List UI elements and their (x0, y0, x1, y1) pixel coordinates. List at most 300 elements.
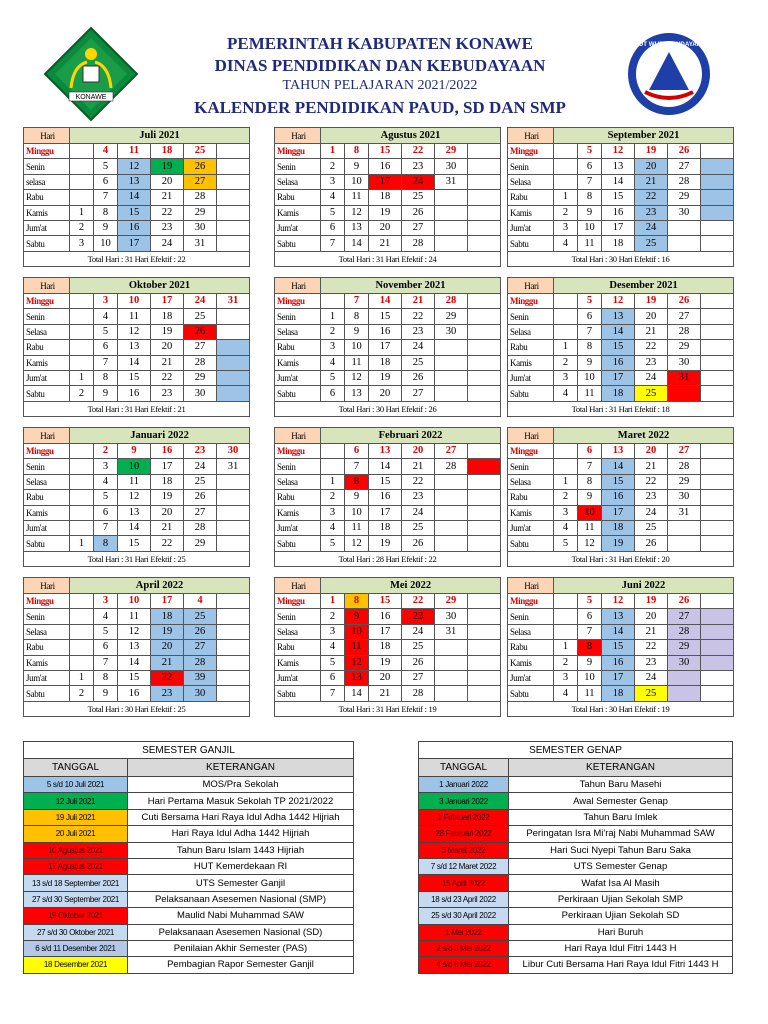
day-label: Jum'at (24, 670, 70, 685)
day-label: Sabtu (24, 536, 70, 551)
date-cell: 23 (635, 655, 668, 670)
date-cell (554, 459, 578, 474)
date-cell: 21 (151, 190, 184, 205)
date-cell: 1 (70, 536, 94, 551)
date-cell: 30 (435, 324, 468, 339)
date-cell: 24 (635, 670, 668, 685)
date-cell (217, 144, 250, 159)
date-cell (435, 355, 468, 370)
date-cell (217, 474, 250, 489)
date-cell: 5 (94, 624, 118, 639)
date-cell: 31 (217, 459, 250, 474)
month-total-summary: Total Hari : 31 Hari Efektif : 25 (24, 551, 250, 566)
date-cell (468, 294, 501, 309)
month-total-summary: Total Hari : 31 Hari Efektif : 18 (508, 401, 734, 416)
table-row (24, 908, 354, 924)
date-cell: 18 (151, 309, 184, 324)
date-cell (701, 159, 734, 174)
date-cell (701, 655, 734, 670)
date-cell (435, 640, 468, 655)
date-cell: 27 (184, 640, 217, 655)
day-label: Selasa (24, 624, 70, 639)
date-cell: 17 (602, 670, 635, 685)
date-cell (701, 309, 734, 324)
date-cell (668, 520, 701, 535)
date-cell: 22 (151, 670, 184, 685)
date-cell (321, 459, 345, 474)
date-cell (668, 686, 701, 701)
date-cell: 25 (635, 686, 668, 701)
date-cell: 17 (151, 459, 184, 474)
date-cell: 2 (554, 490, 578, 505)
day-label: Jum'at (275, 670, 321, 685)
date-cell: 24 (635, 370, 668, 385)
month-name: September 2021 (554, 128, 734, 144)
date-cell: 4 (554, 236, 578, 251)
table-row (419, 809, 733, 825)
day-label: Sabtu (275, 236, 321, 251)
date-cell: 28 (668, 174, 701, 189)
event-description: Tahun Baru Masehi (509, 777, 733, 793)
day-label: Minggu (24, 594, 70, 609)
date-cell: 17 (602, 505, 635, 520)
date-cell (468, 624, 501, 639)
header-government-line: PEMERINTAH KABUPATEN KONAWE (226, 34, 534, 53)
date-cell: 17 (118, 236, 151, 251)
date-cell: 9 (578, 655, 602, 670)
month-total-summary: Total Hari : 31 Hari Efektif : 24 (275, 251, 501, 266)
table-row (419, 858, 733, 874)
date-cell: 19 (369, 536, 402, 551)
date-cell: 28 (435, 459, 468, 474)
date-cell: 8 (578, 190, 602, 205)
date-cell (70, 505, 94, 520)
date-cell: 24 (635, 220, 668, 235)
date-cell: 28 (668, 624, 701, 639)
event-date: 13 s/d 18 September 2021 (24, 875, 128, 891)
date-cell (435, 670, 468, 685)
date-cell (70, 144, 94, 159)
day-label: Jum'at (24, 220, 70, 235)
date-cell: 26 (668, 294, 701, 309)
month-name: November 2021 (321, 278, 501, 294)
date-cell (468, 220, 501, 235)
date-cell: 4 (321, 520, 345, 535)
date-cell: 12 (578, 536, 602, 551)
date-cell: 7 (578, 324, 602, 339)
date-cell: 26 (184, 490, 217, 505)
date-cell: 10 (94, 236, 118, 251)
date-cell: 21 (402, 294, 435, 309)
date-cell: 20 (369, 220, 402, 235)
month-total-summary: Total Hari : 28 Hari Efektif : 22 (275, 551, 501, 566)
date-cell: 13 (369, 444, 402, 459)
day-label: Senin (508, 459, 554, 474)
day-label: Sabtu (508, 686, 554, 701)
date-cell: 20 (635, 444, 668, 459)
date-cell (70, 159, 94, 174)
date-cell: 17 (602, 220, 635, 235)
date-cell (468, 640, 501, 655)
month-name: Mei 2022 (321, 578, 501, 594)
date-cell (217, 505, 250, 520)
day-label: Minggu (508, 144, 554, 159)
date-cell: 28 (184, 655, 217, 670)
date-cell: 9 (345, 490, 369, 505)
day-label: Minggu (24, 144, 70, 159)
date-cell: 10 (345, 505, 369, 520)
date-cell (217, 386, 250, 401)
date-cell: 27 (668, 159, 701, 174)
date-cell (468, 505, 501, 520)
date-cell (468, 324, 501, 339)
date-cell: 16 (151, 444, 184, 459)
date-cell: 11 (345, 520, 369, 535)
date-cell: 7 (94, 655, 118, 670)
date-cell: 1 (70, 370, 94, 385)
date-cell (554, 174, 578, 189)
date-cell (468, 536, 501, 551)
month-calendar (274, 277, 500, 418)
event-description: Hari Buruh (509, 924, 733, 940)
date-cell: 13 (602, 159, 635, 174)
date-cell: 4 (321, 640, 345, 655)
konawe-regency-emblem-icon (43, 26, 139, 122)
date-cell (701, 536, 734, 551)
date-cell: 29 (668, 190, 701, 205)
date-cell: 30 (184, 686, 217, 701)
date-cell: 3 (554, 220, 578, 235)
date-cell: 7 (94, 190, 118, 205)
date-cell: 16 (369, 159, 402, 174)
day-label: Hari (508, 428, 554, 444)
date-cell: 8 (94, 536, 118, 551)
month-name: Desember 2021 (554, 278, 734, 294)
day-label: Senin (275, 309, 321, 324)
date-cell: 21 (369, 686, 402, 701)
date-cell: 22 (635, 474, 668, 489)
date-cell: 23 (635, 490, 668, 505)
date-cell (70, 444, 94, 459)
date-cell: 13 (602, 309, 635, 324)
date-cell (554, 594, 578, 609)
date-cell (435, 505, 468, 520)
date-cell: 16 (602, 355, 635, 370)
event-date: 1 Mei 2022 (419, 924, 509, 940)
date-cell: 16 (602, 205, 635, 220)
event-date: 18 s/d 23 April 2022 (419, 891, 509, 907)
date-cell (435, 536, 468, 551)
date-cell: 15 (369, 144, 402, 159)
svg-text:KONAWE: KONAWE (75, 94, 107, 101)
date-cell: 25 (635, 520, 668, 535)
day-label: Senin (24, 159, 70, 174)
date-cell: 6 (94, 505, 118, 520)
day-label: Jum'at (508, 670, 554, 685)
event-date: 20 Juli 2021 (24, 826, 128, 842)
date-cell: 12 (345, 536, 369, 551)
month-total-summary: Total Hari : 31 Hari Efektif : 19 (275, 701, 501, 716)
date-cell (70, 294, 94, 309)
date-cell: 12 (118, 624, 151, 639)
date-cell (668, 670, 701, 685)
date-cell (217, 236, 250, 251)
date-cell (217, 536, 250, 551)
event-description: HUT Kemerdekaan RI (128, 858, 354, 874)
date-cell: 14 (345, 236, 369, 251)
date-cell: 18 (602, 686, 635, 701)
day-label: Senin (508, 609, 554, 624)
month-name: Juli 2021 (70, 128, 250, 144)
date-cell: 22 (635, 640, 668, 655)
date-cell: 20 (151, 640, 184, 655)
date-cell: 31 (668, 505, 701, 520)
date-cell (217, 624, 250, 639)
date-cell: 11 (345, 355, 369, 370)
date-cell (468, 520, 501, 535)
day-label: Rabu (508, 640, 554, 655)
date-cell (70, 190, 94, 205)
date-cell: 20 (635, 159, 668, 174)
date-cell: 15 (369, 309, 402, 324)
date-cell: 14 (345, 686, 369, 701)
table-row (24, 957, 354, 973)
day-label: Minggu (508, 594, 554, 609)
date-cell (701, 444, 734, 459)
event-description: Wafat Isa Al Masih (509, 875, 733, 891)
month-total-summary: Total Hari : 30 Hari Efektif : 16 (508, 251, 734, 266)
date-cell: 18 (151, 609, 184, 624)
date-cell: 29 (668, 340, 701, 355)
date-cell: 1 (554, 190, 578, 205)
date-cell: 12 (345, 205, 369, 220)
date-cell: 23 (151, 220, 184, 235)
date-cell: 26 (668, 594, 701, 609)
event-date: 7 s/d 12 Maret 2022 (419, 858, 509, 874)
event-description: Tahun Baru Imlek (509, 809, 733, 825)
date-cell (435, 340, 468, 355)
date-cell: 18 (369, 355, 402, 370)
date-cell: 23 (402, 159, 435, 174)
date-cell (321, 294, 345, 309)
date-cell: 27 (668, 309, 701, 324)
date-cell: 30 (435, 159, 468, 174)
day-label: Kamis (275, 505, 321, 520)
month-name: Juni 2022 (554, 578, 734, 594)
date-cell: 11 (118, 609, 151, 624)
date-cell: 4 (554, 386, 578, 401)
day-label: Hari (24, 578, 70, 594)
date-cell: 7 (345, 294, 369, 309)
month-calendar (274, 427, 500, 568)
day-label: Sabtu (24, 386, 70, 401)
date-cell: 15 (118, 670, 151, 685)
date-cell: 8 (345, 144, 369, 159)
date-cell: 1 (70, 670, 94, 685)
date-cell (217, 309, 250, 324)
date-cell: 5 (321, 536, 345, 551)
col-header-keterangan: KETERANGAN (128, 759, 354, 777)
date-cell: 30 (668, 490, 701, 505)
event-description: Hari Pertama Masuk Sekolah TP 2021/2022 (128, 793, 354, 809)
date-cell: 22 (402, 594, 435, 609)
date-cell: 19 (151, 624, 184, 639)
date-cell: 2 (70, 386, 94, 401)
date-cell: 14 (602, 624, 635, 639)
date-cell: 31 (435, 174, 468, 189)
date-cell: 2 (70, 220, 94, 235)
col-header-tanggal: TANGGAL (419, 759, 509, 777)
date-cell: 26 (402, 655, 435, 670)
date-cell: 16 (602, 655, 635, 670)
date-cell (217, 190, 250, 205)
date-cell: 13 (118, 505, 151, 520)
date-cell: 23 (402, 324, 435, 339)
date-cell (70, 355, 94, 370)
date-cell: 20 (151, 505, 184, 520)
day-label: Minggu (275, 294, 321, 309)
day-label: Kamis (275, 655, 321, 670)
date-cell: 25 (402, 520, 435, 535)
day-label: Kamis (275, 355, 321, 370)
table-row (24, 793, 354, 809)
date-cell (217, 159, 250, 174)
date-cell: 16 (602, 490, 635, 505)
table-row (24, 940, 354, 956)
date-cell: 23 (151, 686, 184, 701)
date-cell: 29 (184, 536, 217, 551)
date-cell: 28 (184, 355, 217, 370)
date-cell (701, 594, 734, 609)
date-cell (468, 205, 501, 220)
day-label: Kamis (24, 505, 70, 520)
event-date: 12 Juli 2021 (24, 793, 128, 809)
event-date: 5 s/d 10 Juli 2021 (24, 777, 128, 793)
table-row (419, 793, 733, 809)
date-cell: 14 (602, 174, 635, 189)
date-cell (701, 386, 734, 401)
day-label: Hari (24, 128, 70, 144)
date-cell: 13 (602, 609, 635, 624)
day-label: Rabu (275, 640, 321, 655)
date-cell: 17 (369, 340, 402, 355)
day-label: Jum'at (508, 520, 554, 535)
month-calendar (507, 427, 733, 568)
date-cell (554, 294, 578, 309)
date-cell: 12 (118, 324, 151, 339)
day-label: Minggu (508, 294, 554, 309)
month-name: April 2022 (70, 578, 250, 594)
date-cell (70, 640, 94, 655)
date-cell (217, 640, 250, 655)
date-cell: 12 (345, 655, 369, 670)
date-cell (70, 459, 94, 474)
date-cell: 27 (402, 220, 435, 235)
day-label: Selasa (508, 174, 554, 189)
date-cell (217, 324, 250, 339)
date-cell: 10 (345, 624, 369, 639)
date-cell: 14 (602, 324, 635, 339)
date-cell (435, 386, 468, 401)
day-label: Hari (275, 278, 321, 294)
date-cell: 15 (602, 474, 635, 489)
page-title: KALENDER PENDIDIKAN PAUD, SD DAN SMP (194, 98, 566, 117)
date-cell: 13 (602, 444, 635, 459)
event-date: 18 Desember 2021 (24, 957, 128, 973)
date-cell: 14 (369, 294, 402, 309)
day-label: Hari (275, 578, 321, 594)
date-cell: 21 (369, 236, 402, 251)
date-cell: 6 (321, 386, 345, 401)
date-cell: 10 (118, 294, 151, 309)
table-row (24, 777, 354, 793)
date-cell (70, 520, 94, 535)
date-cell: 6 (94, 340, 118, 355)
date-cell: 22 (402, 474, 435, 489)
date-cell: 23 (151, 386, 184, 401)
event-date: 15 April 2022 (419, 875, 509, 891)
date-cell: 17 (369, 174, 402, 189)
date-cell: 7 (345, 459, 369, 474)
date-cell (435, 520, 468, 535)
date-cell: 3 (554, 670, 578, 685)
date-cell: 1 (321, 474, 345, 489)
date-cell: 27 (668, 609, 701, 624)
date-cell: 13 (118, 174, 151, 189)
date-cell: 21 (635, 459, 668, 474)
date-cell (554, 309, 578, 324)
date-cell: 8 (345, 594, 369, 609)
col-header-keterangan: KETERANGAN (509, 759, 733, 777)
date-cell (554, 444, 578, 459)
date-cell (554, 609, 578, 624)
date-cell: 30 (184, 220, 217, 235)
event-date: 6 s/d 11 Desember 2021 (24, 940, 128, 956)
date-cell: 28 (184, 190, 217, 205)
date-cell: 22 (635, 190, 668, 205)
date-cell: 25 (402, 190, 435, 205)
date-cell: 8 (94, 205, 118, 220)
date-cell: 22 (635, 340, 668, 355)
day-label: Minggu (24, 444, 70, 459)
date-cell: 24 (151, 236, 184, 251)
table-row (24, 875, 354, 891)
header-school-year-line: TAHUN PELAJARAN 2021/2022 (282, 78, 478, 93)
table-row (419, 875, 733, 891)
event-date: 3 Januari 2022 (419, 793, 509, 809)
date-cell (468, 594, 501, 609)
date-cell: 16 (369, 609, 402, 624)
date-cell: 28 (402, 236, 435, 251)
day-label: Rabu (275, 490, 321, 505)
date-cell: 24 (635, 505, 668, 520)
day-label: Rabu (508, 340, 554, 355)
date-cell: 9 (94, 220, 118, 235)
month-calendar (274, 577, 500, 718)
date-cell: 9 (345, 159, 369, 174)
date-cell: 22 (151, 205, 184, 220)
table-row (419, 924, 733, 940)
date-cell (701, 236, 734, 251)
day-label: Senin (24, 609, 70, 624)
day-label: Hari (508, 128, 554, 144)
date-cell: 6 (578, 444, 602, 459)
semester-genap-title: SEMESTER GENAP (419, 742, 733, 759)
day-label: Senin (275, 459, 321, 474)
event-description: Penilaian Akhir Semester (PAS) (128, 940, 354, 956)
date-cell: 13 (345, 386, 369, 401)
date-cell (217, 594, 250, 609)
